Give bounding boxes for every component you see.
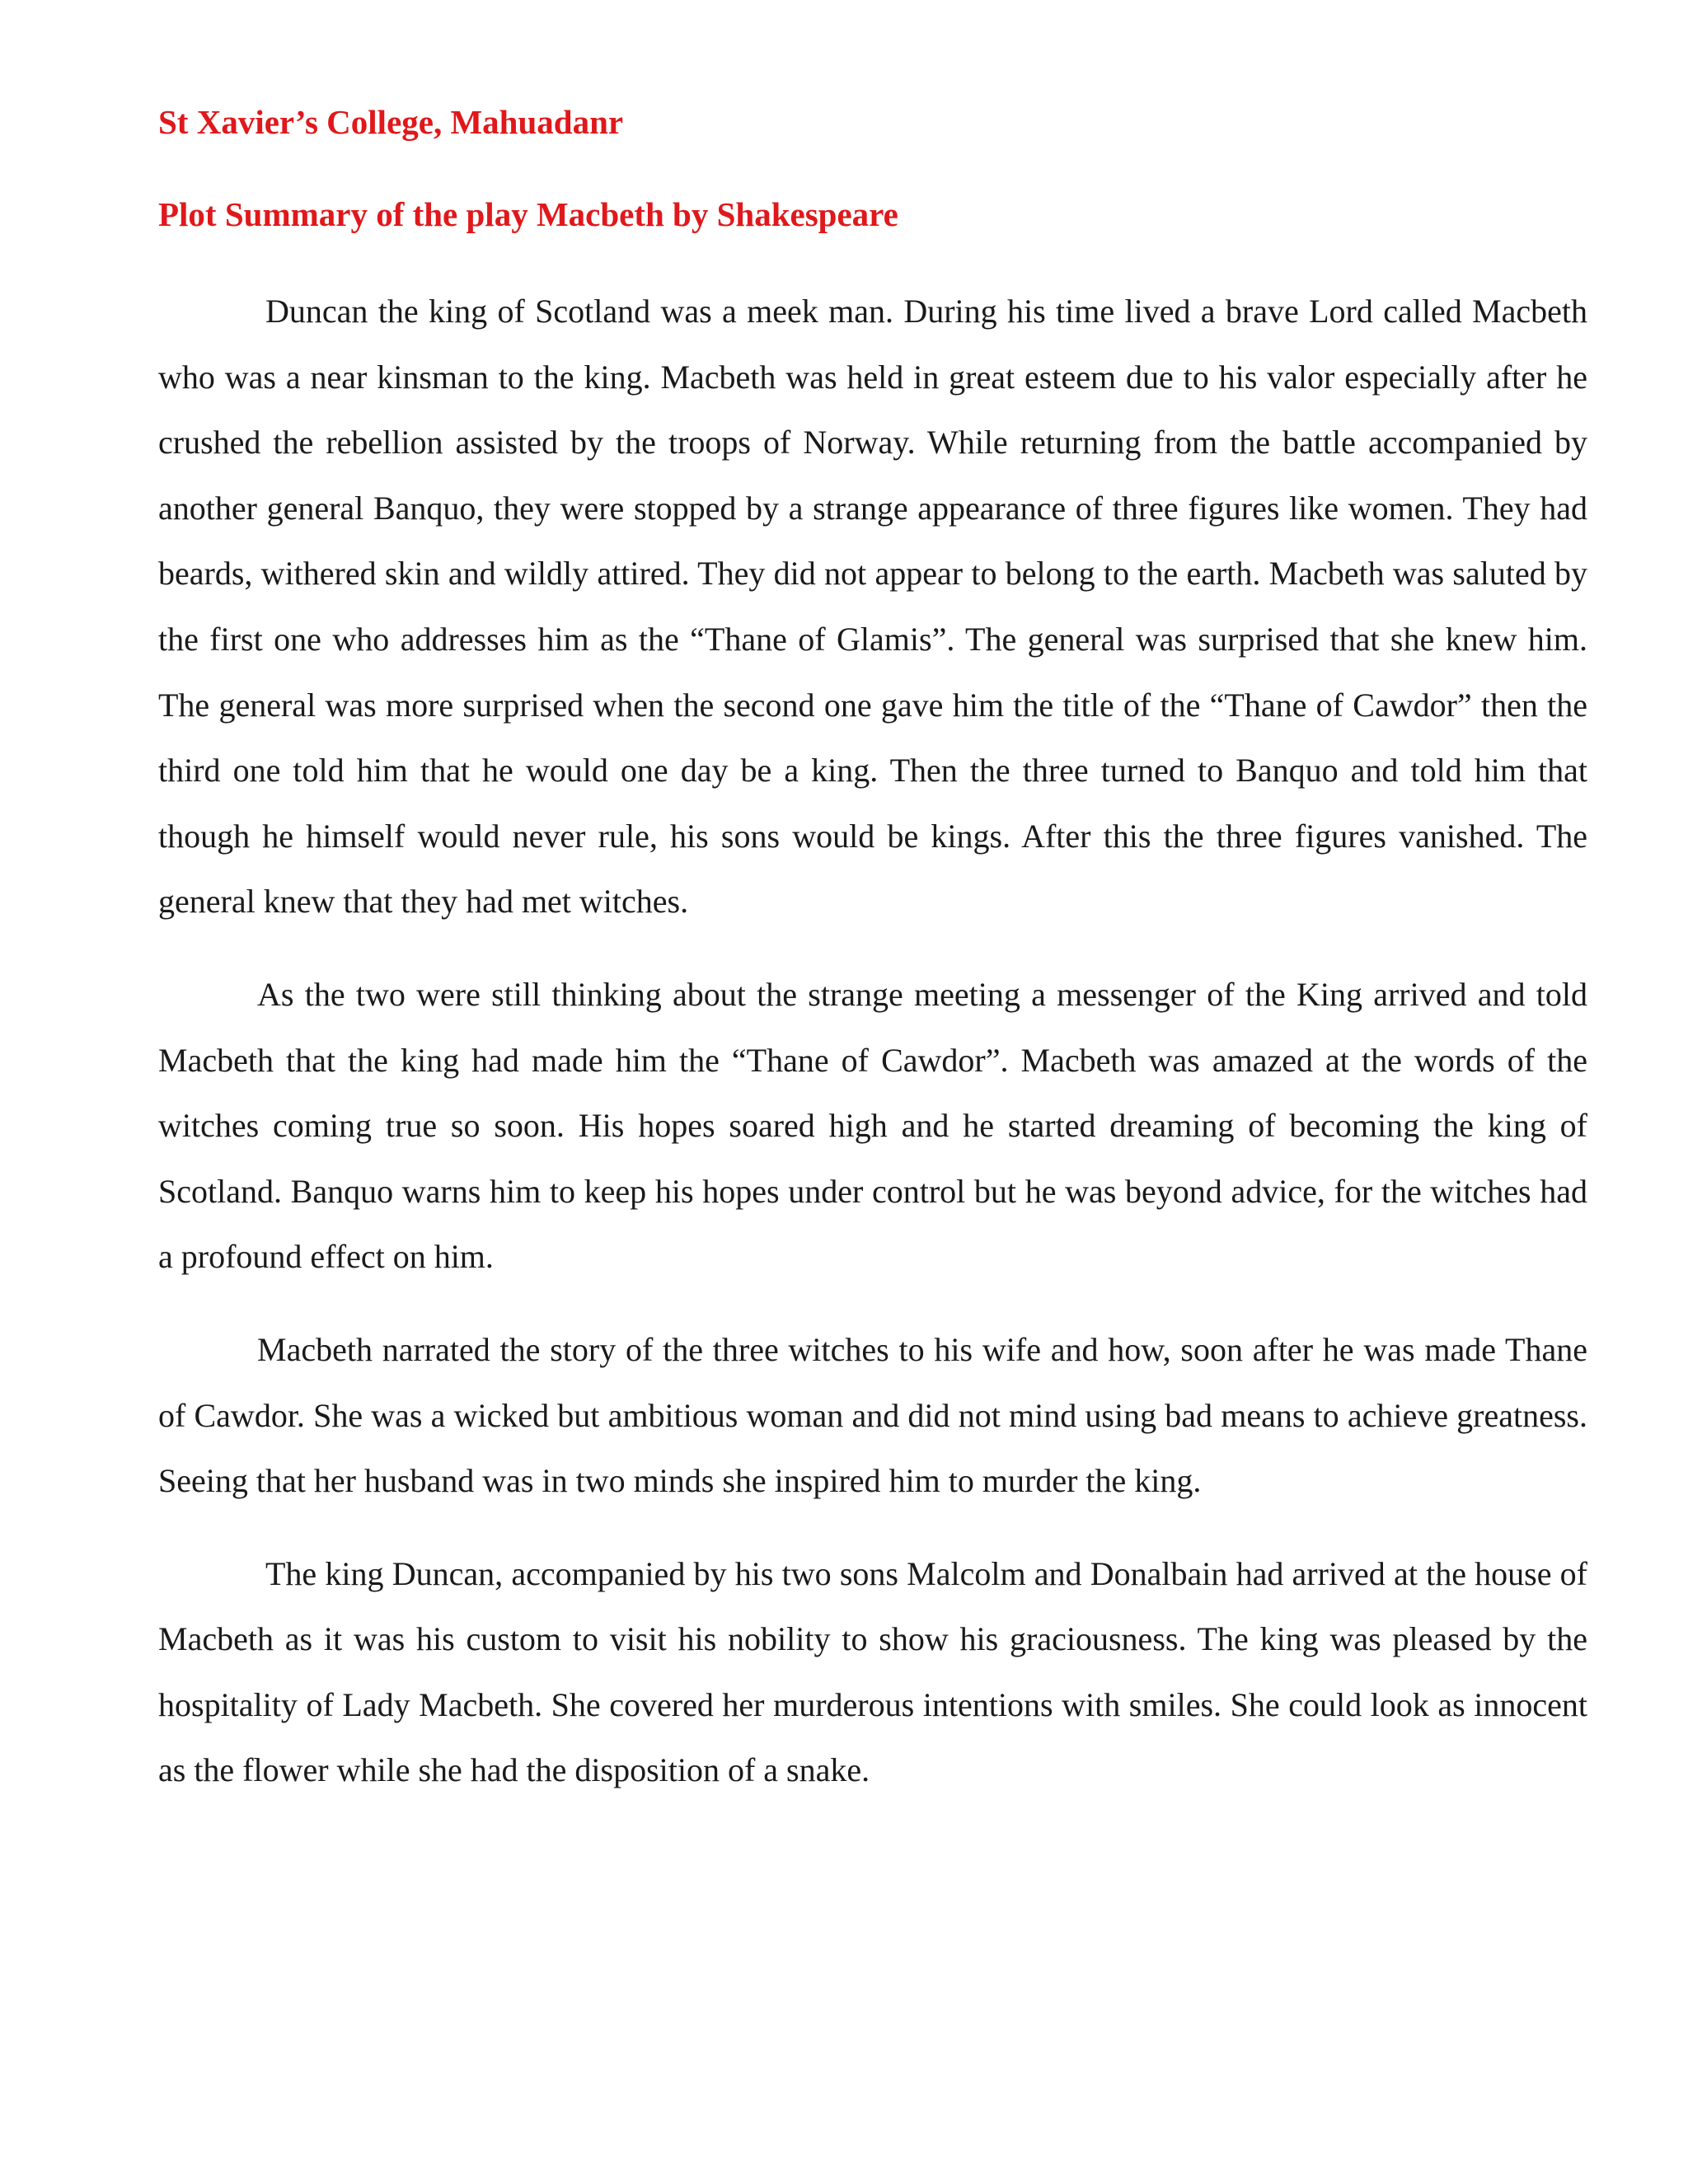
paragraph-3: Macbeth narrated the story of the three witches to his wife and how, soon after he was made Thane of Cawdor. She was a wicked but ambitious woman and did not mind using bad means to achieve greatness. Seeing that her husband was in two minds she inspired him to murder the king. bbox=[158, 1330, 1587, 1500]
summary-title: Plot Summary of the play Macbeth by Shakespeare bbox=[158, 195, 898, 233]
document-body bbox=[158, 97, 1587, 1803]
paragraph-4: The king Duncan, accompanied by his two sons Malcolm and Donalbain had arrived at the house of Macbeth as it was his custom to visit his nobility to show his graciousness. The king was pleased by the hospitality of Lady Macbeth. She covered her murderous intentions with smiles. She could look as innocent as the flower while she had the disposition of a snake. bbox=[158, 1554, 1587, 1789]
college-title: St Xavier’s College, Mahuadanr bbox=[158, 103, 624, 141]
paragraph-2: As the two were still thinking about the strange meeting a messenger of the King arrived and told Macbeth that the king had made him the “Thane of Cawdor”. Macbeth was amazed at the words of the witches coming true so soon. His hopes soared high and he started dreaming of becoming the king of Scotland. Banquo warns him to keep his hopes under control but he was beyond advice, for the witches had a profound effect on him. bbox=[158, 975, 1587, 1276]
paragraph-1: Duncan the king of Scotland was a meek man. During his time lived a brave Lord called Macbeth who was a near kinsman to the king. Macbeth was held in great esteem due to his valor especially after he crushed the rebellion assisted by the troops of Norway. While returning from the battle accompanied by another general Banquo, they were stopped by a strange appearance of three figures like women. They had beards, withered skin and wildly attired. They did not appear to belong to the earth. Macbeth was saluted by the first one who addresses him as the “Thane of Glamis”. The general was surprised that she knew him. The general was more surprised when the second one gave him the title of the “Thane of Cawdor” then the third one told him that he would one day be a king. Then the three turned to Banquo and told him that though he himself would never rule, his sons would be kings. After this the three figures vanished. The general knew that they had met witches. bbox=[158, 293, 1587, 921]
